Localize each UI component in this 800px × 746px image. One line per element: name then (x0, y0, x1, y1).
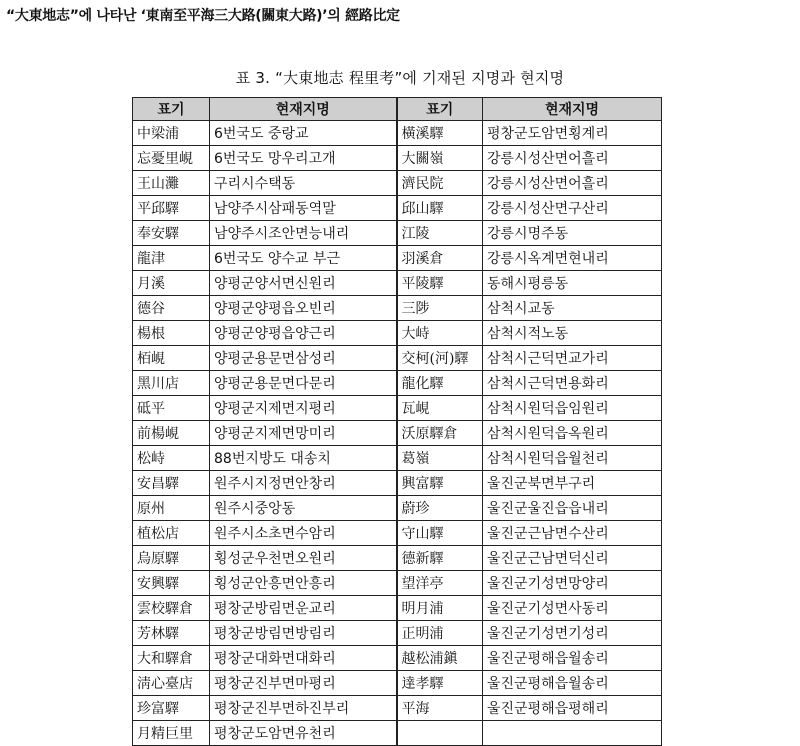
cell-notation-left: 月精巨里 (133, 721, 210, 746)
cell-current-name-left: 평창군진부면마평리 (210, 671, 397, 696)
cell-notation-left: 德谷 (133, 296, 210, 321)
cell-notation-left: 中梁浦 (133, 121, 210, 146)
cell-current-name-right: 울진군근남면덕신리 (483, 546, 662, 571)
cell-notation-left: 珍富驛 (133, 696, 210, 721)
table-row (133, 171, 662, 196)
cell-current-name-right: 강릉시성산면구산리 (483, 196, 662, 221)
cell-notation-left: 月溪 (133, 271, 210, 296)
cell-current-name-left: 평창군방림면방림리 (210, 621, 397, 646)
cell-current-name-right: 삼척시근덕면용화리 (483, 371, 662, 396)
table-row (133, 396, 662, 421)
table-row (133, 696, 662, 721)
cell-current-name-left: 원주시중앙동 (210, 496, 397, 521)
cell-current-name-right: 강릉시옥계면현내리 (483, 246, 662, 271)
table-row (133, 596, 662, 621)
column-header-notation-left: 표기 (133, 98, 210, 121)
cell-notation-right: 交柯(河)驛 (397, 346, 483, 371)
table-row (133, 646, 662, 671)
table-row (133, 546, 662, 571)
cell-current-name-right: 삼척시적노동 (483, 321, 662, 346)
cell-current-name-right: 평창군도암면횡계리 (483, 121, 662, 146)
table-row (133, 471, 662, 496)
cell-current-name-left: 평창군진부면하진부리 (210, 696, 397, 721)
cell-notation-left: 芳林驛 (133, 621, 210, 646)
cell-notation-left: 忘憂里峴 (133, 146, 210, 171)
cell-current-name-left: 원주시소초면수암리 (210, 521, 397, 546)
cell-notation-left: 砥平 (133, 396, 210, 421)
cell-current-name-left: 횡성군안흥면안흥리 (210, 571, 397, 596)
cell-notation-right: 達孝驛 (397, 671, 483, 696)
cell-notation-left: 奉安驛 (133, 221, 210, 246)
table-body (133, 121, 662, 746)
cell-notation-right: 平陵驛 (397, 271, 483, 296)
table-caption: 표 3. “大東地志 程里考”에 기재된 지명과 현지명 (235, 69, 565, 87)
cell-current-name-left: 양평군용문면다문리 (210, 371, 397, 396)
table-row (133, 271, 662, 296)
cell-current-name-left: 평창군대화면대화리 (210, 646, 397, 671)
table-row (133, 496, 662, 521)
cell-notation-right: 正明浦 (397, 621, 483, 646)
cell-notation-left: 楊根 (133, 321, 210, 346)
table-row (133, 446, 662, 471)
cell-notation-left: 王山灘 (133, 171, 210, 196)
cell-notation-right: 興富驛 (397, 471, 483, 496)
column-header-current-name-right: 현재지명 (483, 98, 662, 121)
table-row (133, 371, 662, 396)
cell-notation-right: 橫溪驛 (397, 121, 483, 146)
cell-current-name-right: 삼척시근덕면교가리 (483, 346, 662, 371)
cell-notation-left: 植松店 (133, 521, 210, 546)
cell-notation-left: 安興驛 (133, 571, 210, 596)
cell-notation-left: 烏原驛 (133, 546, 210, 571)
table-row (133, 421, 662, 446)
cell-current-name-right (483, 721, 662, 746)
table-row (133, 221, 662, 246)
cell-current-name-right: 강릉시명주동 (483, 221, 662, 246)
table-row (133, 296, 662, 321)
cell-notation-right: 龍化驛 (397, 371, 483, 396)
cell-current-name-right: 삼척시교동 (483, 296, 662, 321)
cell-current-name-right: 삼척시원덕읍임원리 (483, 396, 662, 421)
cell-notation-right: 羽溪倉 (397, 246, 483, 271)
cell-notation-right: 邱山驛 (397, 196, 483, 221)
table-row (133, 621, 662, 646)
cell-notation-right: 蔚珍 (397, 496, 483, 521)
cell-notation-right (397, 721, 483, 746)
cell-current-name-left: 6번국도 망우리고개 (210, 146, 397, 171)
cell-notation-left: 前楊峴 (133, 421, 210, 446)
table-row (133, 121, 662, 146)
cell-current-name-left: 6번국도 중랑교 (210, 121, 397, 146)
cell-current-name-right: 울진군북면부구리 (483, 471, 662, 496)
cell-notation-left: 黑川店 (133, 371, 210, 396)
cell-notation-right: 沃原驛倉 (397, 421, 483, 446)
cell-notation-left: 雲校驛倉 (133, 596, 210, 621)
cell-current-name-right: 울진군평해읍월송리 (483, 671, 662, 696)
cell-current-name-right: 울진군평해읍평해리 (483, 696, 662, 721)
cell-notation-right: 德新驛 (397, 546, 483, 571)
cell-notation-right: 大關嶺 (397, 146, 483, 171)
cell-current-name-right: 강릉시성산면어흘리 (483, 171, 662, 196)
table-row (133, 246, 662, 271)
cell-notation-left: 原州 (133, 496, 210, 521)
cell-current-name-right: 울진군기성면기성리 (483, 621, 662, 646)
cell-current-name-left: 평창군도암면유천리 (210, 721, 397, 746)
cell-current-name-right: 삼척시원덕읍옥원리 (483, 421, 662, 446)
cell-notation-right: 濟民院 (397, 171, 483, 196)
cell-notation-right: 葛嶺 (397, 446, 483, 471)
cell-current-name-right: 울진군근남면수산리 (483, 521, 662, 546)
column-header-notation-right: 표기 (397, 98, 483, 121)
cell-current-name-left: 양평군지제면지평리 (210, 396, 397, 421)
table-row (133, 346, 662, 371)
cell-notation-right: 平海 (397, 696, 483, 721)
cell-current-name-left: 양평군양평읍양근리 (210, 321, 397, 346)
cell-current-name-left: 6번국도 양수교 부근 (210, 246, 397, 271)
cell-notation-right: 明月浦 (397, 596, 483, 621)
cell-current-name-left: 양평군양서면신원리 (210, 271, 397, 296)
cell-current-name-left: 양평군양평읍오빈리 (210, 296, 397, 321)
place-name-table (132, 97, 662, 746)
cell-notation-left: 龍津 (133, 246, 210, 271)
table-row (133, 721, 662, 746)
table-header-row (133, 98, 662, 121)
cell-notation-left: 安昌驛 (133, 471, 210, 496)
table-row (133, 571, 662, 596)
table-row (133, 671, 662, 696)
cell-notation-right: 瓦峴 (397, 396, 483, 421)
cell-current-name-left: 남양주시조안면능내리 (210, 221, 397, 246)
cell-notation-left: 平邱驛 (133, 196, 210, 221)
cell-current-name-right: 동해시평릉동 (483, 271, 662, 296)
cell-current-name-right: 울진군기성면사동리 (483, 596, 662, 621)
cell-current-name-right: 울진군기성면망양리 (483, 571, 662, 596)
cell-current-name-right: 삼척시원덕읍월천리 (483, 446, 662, 471)
cell-current-name-right: 강릉시성산면어흘리 (483, 146, 662, 171)
cell-notation-right: 江陵 (397, 221, 483, 246)
table-row (133, 521, 662, 546)
cell-notation-right: 越松浦鎭 (397, 646, 483, 671)
cell-notation-right: 望洋亭 (397, 571, 483, 596)
cell-notation-right: 三陟 (397, 296, 483, 321)
cell-notation-left: 栢峴 (133, 346, 210, 371)
cell-current-name-left: 남양주시삼패동역말 (210, 196, 397, 221)
table-row (133, 146, 662, 171)
cell-notation-left: 松峙 (133, 446, 210, 471)
table-row (133, 321, 662, 346)
cell-current-name-left: 평창군방림면운교리 (210, 596, 397, 621)
table-row (133, 196, 662, 221)
cell-current-name-left: 양평군지제면망미리 (210, 421, 397, 446)
cell-current-name-left: 횡성군우천면오원리 (210, 546, 397, 571)
cell-notation-left: 淸心臺店 (133, 671, 210, 696)
cell-current-name-right: 울진군울진읍읍내리 (483, 496, 662, 521)
cell-notation-right: 守山驛 (397, 521, 483, 546)
page-header: “大東地志”에 나타난 ‘東南至平海三大路(關東大路)’의 經路比定 (6, 8, 400, 24)
cell-notation-left: 大和驛倉 (133, 646, 210, 671)
cell-notation-right: 大峙 (397, 321, 483, 346)
cell-current-name-left: 88번지방도 대송치 (210, 446, 397, 471)
cell-current-name-left: 구리시수택동 (210, 171, 397, 196)
column-header-current-name-left: 현재지명 (210, 98, 397, 121)
cell-current-name-right: 울진군평해읍월송리 (483, 646, 662, 671)
cell-current-name-left: 양평군용문면삼성리 (210, 346, 397, 371)
cell-current-name-left: 원주시지정면안창리 (210, 471, 397, 496)
